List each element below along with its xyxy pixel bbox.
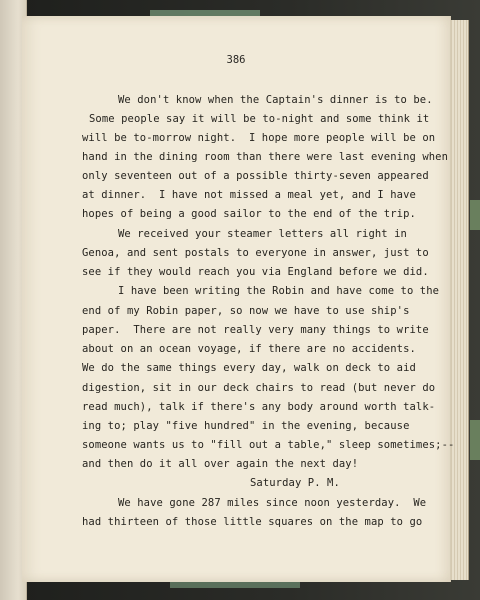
text-line-8: We received your steamer letters all right in (118, 228, 407, 240)
text-line-15: We do the same things every day, walk on deck to aid (82, 362, 416, 374)
text-line-5: only seventeen out of a possible thirty-seven appeared (82, 170, 429, 182)
text-line-21-dateline: Saturday P. M. (250, 477, 340, 489)
text-line-11: I have been writing the Robin and have come to the (118, 285, 440, 297)
text-line-19: someone wants us to "fill out a table," sleep sometimes;-- (82, 439, 455, 451)
text-line-6: at dinner. I have not missed a meal yet, and I have (82, 189, 416, 201)
text-line-23: had thirteen of those little squares on the map to go (82, 516, 423, 528)
text-line-17: read much), talk if there's any body around worth talk- (82, 401, 436, 413)
text-line-16: digestion, sit in our deck chairs to read (but never do (82, 382, 436, 394)
text-line-12: end of my Robin paper, so now we have to use ship's (82, 305, 410, 317)
text-line-10: see if they would reach you via England before we did. (82, 266, 429, 278)
binding-cloth-right-upper (470, 200, 480, 230)
book-page (22, 16, 455, 582)
text-line-14: about on an ocean voyage, if there are no accidents. (82, 343, 416, 355)
binding-cloth-right-lower (470, 420, 480, 460)
text-line-9: Genoa, and sent postals to everyone in answer, just to (82, 247, 429, 259)
text-line-22: We have gone 287 miles since noon yesterday. We (118, 497, 427, 509)
text-line-13: paper. There are not really very many things to write (82, 324, 429, 336)
text-line-20: and then do it all over again the next day! (82, 458, 359, 470)
text-line-18: ing to; play "five hundred" in the evening, because (82, 420, 410, 432)
text-line-4: hand in the dining room than there were last evening when (82, 151, 449, 163)
page-number: 386 (226, 54, 246, 66)
text-line-1: We don't know when the Captain's dinner is to be. (118, 94, 433, 106)
text-line-2: Some people say it will be to-night and some think it (89, 113, 430, 125)
text-line-3: will be to-morrow night. I hope more people will be on (82, 132, 436, 144)
text-line-7: hopes of being a good sailor to the end of the trip. (82, 208, 416, 220)
